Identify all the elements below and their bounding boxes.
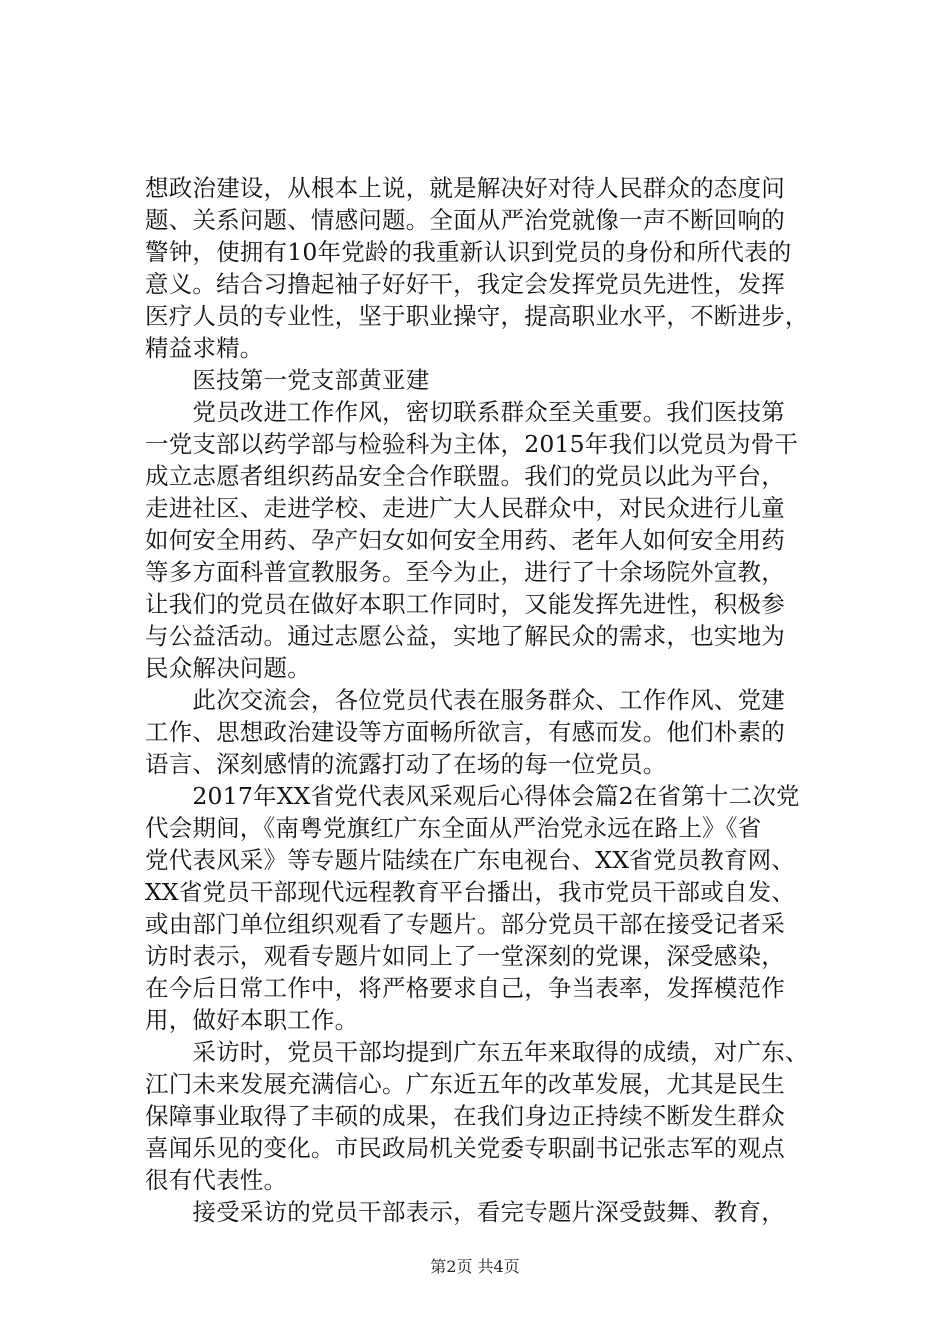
- text-line: 喜闻乐见的变化。市民政局机关党委专职副书记张志军的观点: [145, 1134, 785, 1162]
- text-line: 成立志愿者组织药品安全合作联盟。我们的党员以此为平台，: [145, 462, 785, 490]
- text-line: 代会期间，《南粤党旗红广东全面从严治党永远在路上》《省: [145, 814, 762, 842]
- text-line: 保障事业取得了丰硕的成果，在我们身边正持续不断发生群众: [145, 1102, 785, 1130]
- text-line: 走进社区、走进学校、走进广大人民群众中，对民众进行儿童: [145, 494, 785, 522]
- text-line: XX省党员干部现代远程教育平台播出，我市党员干部或自发、: [145, 878, 796, 906]
- text-line: 工作、思想政治建设等方面畅所欲言，有感而发。他们朴素的: [145, 718, 785, 746]
- text-line: 用，做好本职工作。: [145, 1006, 359, 1034]
- text-line: 与公益活动。通过志愿公益，实地了解民众的需求，也实地为: [145, 622, 785, 650]
- text-line: 采访时，党员干部均提到广东五年来取得的成绩，对广东、: [145, 1038, 809, 1066]
- section-heading: 医技第一党支部黄亚建: [145, 366, 430, 394]
- text-line: 或由部门单位组织观看了专题片。部分党员干部在接受记者采: [145, 910, 785, 938]
- text-line: 医疗人员的专业性，坚于职业操守，提高职业水平，不断进步，: [145, 302, 809, 330]
- text-line: 语言、深刻感情的流露打动了在场的每一位党员。: [145, 750, 667, 778]
- text-line: 想政治建设，从根本上说，就是解决好对待人民群众的态度问: [145, 174, 785, 202]
- text-line: 一党支部以药学部与检验科为主体，2015年我们以党员为骨干: [145, 430, 799, 458]
- text-line: 等多方面科普宣教服务。至今为止，进行了十余场院外宣教，: [145, 558, 785, 586]
- text-line: 接受采访的党员干部表示，看完专题片深受鼓舞、教育，: [145, 1198, 785, 1226]
- text-line: 此次交流会，各位党员代表在服务群众、工作作风、党建: [145, 686, 785, 714]
- text-line: 党员改进工作作风，密切联系群众至关重要。我们医技第: [145, 398, 785, 426]
- text-line: 精益求精。: [145, 334, 264, 362]
- text-line: 很有代表性。: [145, 1166, 288, 1194]
- text-line: 访时表示，观看专题片如同上了一堂深刻的党课，深受感染，: [145, 942, 785, 970]
- text-line: 民众解决问题。: [145, 654, 311, 682]
- text-line: 党代表风采》等专题片陆续在广东电视台、XX省党员教育网、: [145, 846, 796, 874]
- text-line: 让我们的党员在做好本职工作同时，又能发挥先进性，积极参: [145, 590, 785, 618]
- text-line: 2017年XX省党代表风采观后心得体会篇2在省第十二次党: [145, 782, 800, 810]
- text-line: 题、关系问题、情感问题。全面从严治党就像一声不断回响的: [145, 206, 785, 234]
- text-line: 江门未来发展充满信心。广东近五年的改革发展，尤其是民生: [145, 1070, 785, 1098]
- text-line: 意义。结合习撸起袖子好好干，我定会发挥党员先进性，发挥: [145, 270, 785, 298]
- text-line: 如何安全用药、孕产妇女如何安全用药、老年人如何安全用药: [145, 526, 785, 554]
- text-line: 在今后日常工作中，将严格要求自己，争当表率，发挥模范作: [145, 974, 785, 1002]
- document-body: [145, 172, 835, 1228]
- page-number-footer: 第2页 共4页: [430, 1257, 520, 1276]
- text-line: 警钟，使拥有10年党龄的我重新认识到党员的身份和所代表的: [145, 238, 792, 266]
